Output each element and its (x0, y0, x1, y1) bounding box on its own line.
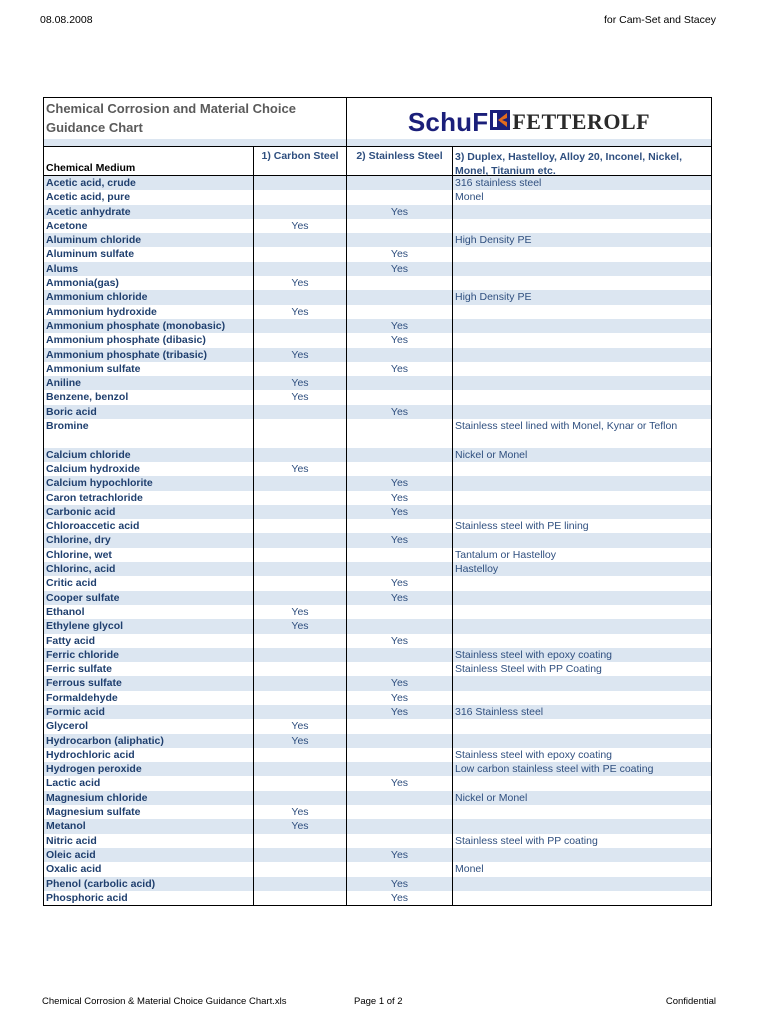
other-material-cell (453, 591, 711, 605)
stainless-steel-cell (347, 390, 453, 404)
other-material-cell: Nickel or Monel (455, 791, 528, 804)
table-row (44, 719, 711, 733)
chemical-medium-cell: Ammonium phosphate (monobasic) (44, 319, 254, 333)
stainless-steel-cell (347, 348, 453, 362)
chemical-medium-cell: Ammonium chloride (44, 290, 254, 304)
carbon-steel-cell (254, 762, 347, 776)
header-recipient: for Cam-Set and Stacey (603, 14, 716, 26)
carbon-steel-cell: Yes (254, 734, 347, 748)
table-row (44, 562, 711, 576)
table-row (44, 519, 711, 533)
stainless-steel-cell: Yes (347, 247, 453, 261)
chemical-medium-cell: Ammonium sulfate (44, 362, 254, 376)
table-row (44, 176, 711, 190)
carbon-steel-cell (254, 333, 347, 347)
table-row (44, 476, 711, 490)
stainless-steel-cell (347, 805, 453, 819)
carbon-steel-cell (254, 834, 347, 848)
stainless-steel-cell (347, 619, 453, 633)
stainless-steel-cell: Yes (347, 333, 453, 347)
carbon-steel-cell (254, 405, 347, 419)
title-row (44, 98, 711, 147)
chemical-medium-cell: Caron tetrachloride (44, 491, 254, 505)
table-row (44, 233, 711, 247)
other-material-cell: Stainless Steel with PP Coating (455, 663, 602, 676)
carbon-steel-cell (254, 662, 347, 676)
carbon-steel-cell (254, 190, 347, 204)
other-material-cell: Stainless steel with PP coating (455, 834, 598, 847)
page-footer (42, 996, 716, 1010)
stainless-steel-cell (347, 176, 453, 190)
stainless-steel-cell: Yes (347, 262, 453, 276)
stainless-steel-cell (347, 305, 453, 319)
table-row (44, 390, 711, 404)
chemical-medium-cell: Calcium chloride (44, 448, 254, 462)
other-material-cell (453, 319, 711, 333)
other-material-cell (453, 348, 711, 362)
table-row (44, 762, 711, 776)
column-header-other-alloys: 3) Duplex, Hastelloy, Alloy 20, Inconel, Nickel, Monel, Titanium etc. (455, 151, 682, 177)
chemical-medium-cell: Alums (44, 262, 254, 276)
other-material-cell (453, 476, 711, 490)
carbon-steel-cell (254, 233, 347, 247)
column-header-stainless-steel: 2) Stainless Steel (347, 147, 453, 175)
chemical-medium-cell: Cooper sulfate (44, 591, 254, 605)
stainless-steel-cell: Yes (347, 319, 453, 333)
carbon-steel-cell: Yes (254, 348, 347, 362)
carbon-steel-cell (254, 491, 347, 505)
chemical-medium-cell: Aluminum chloride (44, 233, 254, 247)
other-material-cell (453, 505, 711, 519)
stainless-steel-cell: Yes (347, 776, 453, 790)
other-material-cell (453, 305, 711, 319)
other-material-cell: Nickel or Monel (455, 448, 528, 461)
carbon-steel-cell (254, 319, 347, 333)
table-row (44, 548, 711, 562)
table-row (44, 462, 711, 476)
table-row (44, 305, 711, 319)
table-row (44, 634, 711, 648)
stainless-steel-cell: Yes (347, 405, 453, 419)
chemical-medium-cell: Benzene, benzol (44, 390, 254, 404)
carbon-steel-cell (254, 247, 347, 261)
chemical-medium-cell: Aluminum sulfate (44, 247, 254, 261)
chemical-medium-cell: Oxalic acid (44, 862, 254, 876)
stainless-steel-cell: Yes (347, 705, 453, 719)
stainless-steel-cell (347, 376, 453, 390)
stainless-steel-cell (347, 219, 453, 233)
other-material-cell (453, 605, 711, 619)
other-material-cell: 316 stainless steel (455, 177, 542, 189)
other-material-cell (453, 576, 711, 590)
chemical-medium-cell: Chlorine, wet (44, 548, 254, 562)
other-material-cell (453, 734, 711, 748)
other-material-cell (453, 719, 711, 733)
other-material-cell: Stainless steel with PE lining (455, 520, 589, 533)
table-row (44, 319, 711, 333)
other-material-cell: Stainless steel with epoxy coating (455, 748, 613, 761)
other-material-cell: Stainless steel with epoxy coating (455, 648, 613, 661)
stainless-steel-cell (347, 519, 453, 533)
table-row (44, 247, 711, 261)
chemical-medium-cell: Ethylene glycol (44, 619, 254, 633)
stainless-steel-cell (347, 448, 453, 462)
carbon-steel-cell (254, 848, 347, 862)
other-material-cell (453, 362, 711, 376)
table-row (44, 648, 711, 662)
table-row (44, 262, 711, 276)
table-row (44, 491, 711, 505)
stainless-steel-cell (347, 748, 453, 762)
carbon-steel-cell (254, 262, 347, 276)
stainless-steel-cell: Yes (347, 505, 453, 519)
table-row (44, 505, 711, 519)
chemical-medium-cell: Formic acid (44, 705, 254, 719)
stainless-steel-cell: Yes (347, 634, 453, 648)
stainless-steel-cell (347, 462, 453, 476)
stainless-steel-cell: Yes (347, 576, 453, 590)
table-row (44, 834, 711, 848)
carbon-steel-cell (254, 548, 347, 562)
chemical-medium-cell: Carbonic acid (44, 505, 254, 519)
carbon-steel-cell (254, 205, 347, 219)
table-row (44, 348, 711, 362)
other-material-cell (453, 276, 711, 290)
footer-filename: Chemical Corrosion & Material Choice Guidance Chart.xls (42, 996, 287, 1007)
carbon-steel-cell (254, 691, 347, 705)
carbon-steel-cell (254, 891, 347, 905)
stainless-steel-cell: Yes (347, 676, 453, 690)
chemical-medium-cell: Nitric acid (44, 834, 254, 848)
chemical-medium-cell: Acetic anhydrate (44, 205, 254, 219)
chemical-medium-cell: Ammonium phosphate (dibasic) (44, 333, 254, 347)
stainless-steel-cell (347, 719, 453, 733)
table-row (44, 448, 711, 462)
chemical-medium-cell: Formaldehyde (44, 691, 254, 705)
carbon-steel-cell (254, 648, 347, 662)
page-header (40, 14, 716, 28)
table-row (44, 862, 711, 876)
stainless-steel-cell (347, 290, 453, 304)
chemical-medium-cell: Lactic acid (44, 776, 254, 790)
chemical-medium-cell: Ferrous sulfate (44, 676, 254, 690)
table-row (44, 776, 711, 790)
other-material-cell: Monel (455, 191, 484, 204)
chemical-medium-cell: Phenol (carbolic acid) (44, 877, 254, 891)
stainless-steel-cell: Yes (347, 533, 453, 547)
chemical-medium-cell: Hydrocarbon (aliphatic) (44, 734, 254, 748)
carbon-steel-cell (254, 748, 347, 762)
table-row (44, 848, 711, 862)
other-material-cell (453, 376, 711, 390)
table-row (44, 219, 711, 233)
chemical-medium-cell: Ferric sulfate (44, 662, 254, 676)
stainless-steel-cell (347, 419, 453, 448)
table-row (44, 405, 711, 419)
column-header-medium: Chemical Medium (44, 147, 254, 175)
table-row (44, 533, 711, 547)
stainless-steel-cell: Yes (347, 591, 453, 605)
carbon-steel-cell (254, 176, 347, 190)
column-header-carbon-steel: 1) Carbon Steel (254, 147, 347, 175)
other-material-cell (453, 619, 711, 633)
table-row (44, 662, 711, 676)
chemical-medium-cell: Magnesium chloride (44, 791, 254, 805)
carbon-steel-cell: Yes (254, 605, 347, 619)
other-material-cell (453, 676, 711, 690)
table-row (44, 819, 711, 833)
carbon-steel-cell: Yes (254, 276, 347, 290)
stainless-steel-cell (347, 562, 453, 576)
other-material-cell (453, 691, 711, 705)
other-material-cell: Hastelloy (455, 563, 499, 576)
chemical-medium-cell: Boric acid (44, 405, 254, 419)
stainless-steel-cell (347, 862, 453, 876)
other-material-cell (453, 491, 711, 505)
other-material-cell (453, 462, 711, 476)
chemical-medium-cell: Chloroaccetic acid (44, 519, 254, 533)
footer-page-number: Page 1 of 2 (354, 996, 403, 1007)
chemical-medium-cell: Magnesium sulfate (44, 805, 254, 819)
table-row (44, 734, 711, 748)
chemical-medium-cell: Critic acid (44, 576, 254, 590)
chemical-medium-cell: Bromine (44, 419, 254, 448)
table-row (44, 676, 711, 690)
other-material-cell (453, 776, 711, 790)
table-row (44, 805, 711, 819)
other-material-cell: Tantalum or Hastelloy (455, 548, 556, 561)
stainless-steel-cell (347, 548, 453, 562)
stainless-steel-cell: Yes (347, 476, 453, 490)
other-material-cell (453, 405, 711, 419)
other-material-cell (453, 891, 711, 905)
chemical-medium-cell: Hydrogen peroxide (44, 762, 254, 776)
carbon-steel-cell (254, 776, 347, 790)
chart-title: Chemical Corrosion and Material Choice Guidance Chart (44, 98, 347, 146)
guidance-chart-table (43, 97, 712, 906)
other-material-cell (453, 247, 711, 261)
chemical-medium-cell: Metanol (44, 819, 254, 833)
stainless-steel-cell (347, 233, 453, 247)
carbon-steel-cell (254, 419, 347, 448)
carbon-steel-cell (254, 791, 347, 805)
carbon-steel-cell (254, 476, 347, 490)
carbon-steel-cell (254, 562, 347, 576)
chemical-medium-cell: Ferric chloride (44, 648, 254, 662)
other-material-cell: Stainless steel lined with Monel, Kynar or Teflon (455, 420, 678, 433)
logo-mark-icon (490, 110, 510, 130)
stainless-steel-cell (347, 662, 453, 676)
stainless-steel-cell: Yes (347, 891, 453, 905)
chemical-medium-cell: Phosphoric acid (44, 891, 254, 905)
other-material-cell (453, 219, 711, 233)
chemical-medium-cell: Oleic acid (44, 848, 254, 862)
carbon-steel-cell: Yes (254, 819, 347, 833)
carbon-steel-cell (254, 533, 347, 547)
footer-classification: Confidential (665, 996, 716, 1007)
table-body (44, 176, 711, 905)
stainless-steel-cell: Yes (347, 877, 453, 891)
carbon-steel-cell: Yes (254, 219, 347, 233)
other-material-cell (453, 205, 711, 219)
other-material-cell: High Density PE (455, 234, 532, 247)
company-logo (408, 107, 650, 138)
stainless-steel-cell (347, 276, 453, 290)
chemical-medium-cell: Ammonium phosphate (tribasic) (44, 348, 254, 362)
other-material-cell: Monel (455, 863, 484, 876)
other-material-cell (453, 390, 711, 404)
stainless-steel-cell: Yes (347, 362, 453, 376)
other-material-cell (453, 819, 711, 833)
carbon-steel-cell: Yes (254, 305, 347, 319)
chemical-medium-cell: Acetone (44, 219, 254, 233)
logo-cell (347, 98, 711, 146)
table-row (44, 376, 711, 390)
carbon-steel-cell (254, 448, 347, 462)
chemical-medium-cell: Glycerol (44, 719, 254, 733)
chemical-medium-cell: Calcium hydroxide (44, 462, 254, 476)
table-row (44, 419, 711, 448)
table-row (44, 619, 711, 633)
table-row (44, 205, 711, 219)
stainless-steel-cell (347, 648, 453, 662)
other-material-cell (453, 634, 711, 648)
table-row (44, 333, 711, 347)
table-row (44, 605, 711, 619)
stainless-steel-cell: Yes (347, 848, 453, 862)
carbon-steel-cell: Yes (254, 719, 347, 733)
stainless-steel-cell (347, 791, 453, 805)
other-material-cell (453, 333, 711, 347)
other-material-cell (453, 805, 711, 819)
table-row (44, 748, 711, 762)
chemical-medium-cell: Chlorine, dry (44, 533, 254, 547)
carbon-steel-cell (254, 591, 347, 605)
stainless-steel-cell (347, 834, 453, 848)
table-row (44, 791, 711, 805)
other-material-cell: High Density PE (455, 291, 532, 304)
table-row (44, 576, 711, 590)
stainless-steel-cell: Yes (347, 691, 453, 705)
carbon-steel-cell: Yes (254, 390, 347, 404)
chemical-medium-cell: Fatty acid (44, 634, 254, 648)
carbon-steel-cell (254, 705, 347, 719)
stainless-steel-cell: Yes (347, 491, 453, 505)
carbon-steel-cell (254, 634, 347, 648)
other-material-cell: Low carbon stainless steel with PE coating (455, 763, 654, 776)
column-header-row (44, 147, 711, 176)
stainless-steel-cell: Yes (347, 205, 453, 219)
chemical-medium-cell: Calcium hypochlorite (44, 476, 254, 490)
other-material-cell (453, 533, 711, 547)
chemical-medium-cell: Acetic acid, pure (44, 190, 254, 204)
other-material-cell (453, 262, 711, 276)
table-row (44, 591, 711, 605)
chemical-medium-cell: Ammonium hydroxide (44, 305, 254, 319)
header-date: 08.08.2008 (40, 14, 93, 26)
logo-text-schuf: SchuF (407, 106, 489, 137)
carbon-steel-cell (254, 862, 347, 876)
carbon-steel-cell: Yes (254, 462, 347, 476)
stainless-steel-cell (347, 819, 453, 833)
chemical-medium-cell: Hydrochloric acid (44, 748, 254, 762)
carbon-steel-cell (254, 676, 347, 690)
carbon-steel-cell (254, 576, 347, 590)
table-row (44, 891, 711, 905)
chemical-medium-cell: Acetic acid, crude (44, 176, 254, 190)
chemical-medium-cell: Ammonia(gas) (44, 276, 254, 290)
table-row (44, 190, 711, 204)
other-material-cell (453, 877, 711, 891)
chemical-medium-cell: Aniline (44, 376, 254, 390)
logo-text-fetterolf: FETTEROLF (512, 109, 651, 134)
stainless-steel-cell (347, 190, 453, 204)
carbon-steel-cell (254, 505, 347, 519)
table-row (44, 877, 711, 891)
chemical-medium-cell: Chlorinc, acid (44, 562, 254, 576)
table-row (44, 276, 711, 290)
table-row (44, 691, 711, 705)
other-material-cell (453, 848, 711, 862)
carbon-steel-cell (254, 519, 347, 533)
table-row (44, 362, 711, 376)
chemical-medium-cell: Ethanol (44, 605, 254, 619)
carbon-steel-cell: Yes (254, 619, 347, 633)
carbon-steel-cell (254, 877, 347, 891)
carbon-steel-cell (254, 362, 347, 376)
stainless-steel-cell (347, 734, 453, 748)
stainless-steel-cell (347, 762, 453, 776)
carbon-steel-cell: Yes (254, 805, 347, 819)
stainless-steel-cell (347, 605, 453, 619)
carbon-steel-cell (254, 290, 347, 304)
table-row (44, 290, 711, 304)
table-row (44, 705, 711, 719)
carbon-steel-cell: Yes (254, 376, 347, 390)
other-material-cell: 316 Stainless steel (455, 705, 544, 718)
